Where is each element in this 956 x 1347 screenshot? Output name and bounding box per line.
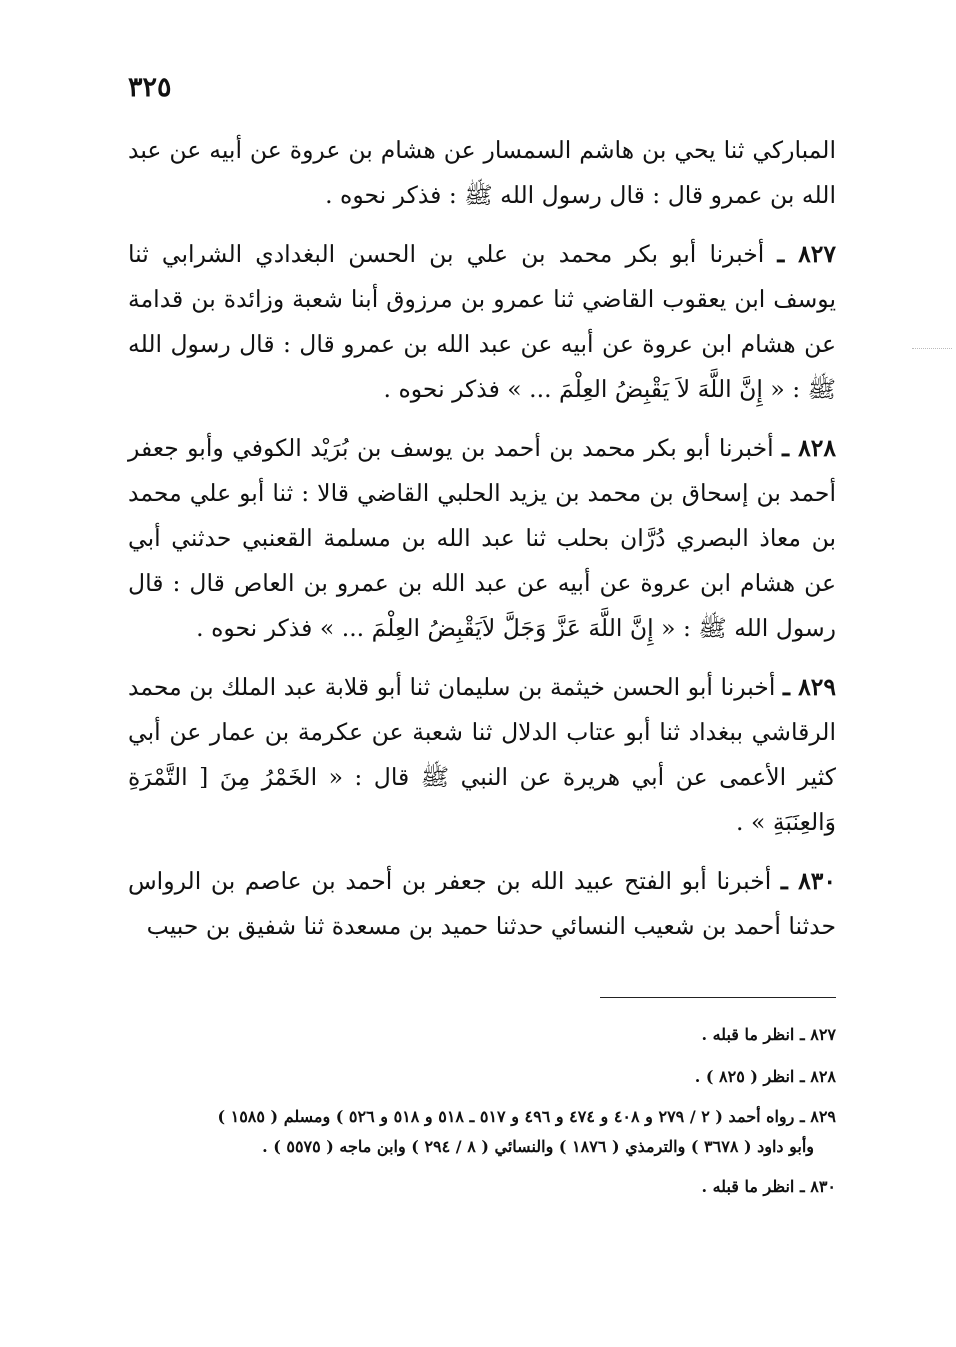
footnote-828 — [128, 1060, 836, 1094]
footnote-827 — [128, 1018, 836, 1052]
footnote-number: ٨٢٩ ـ — [799, 1107, 836, 1126]
paragraph-number: ٨٢٩ ـ — [782, 673, 836, 701]
paragraph-829 — [128, 665, 836, 845]
paragraph-text: أخبرنا أبو الفتح عبيد الله بن جعفر بن أحمد بن عاصم بن الرواس حدثنا أحمد بن شعيب النسائي حدثنا حميد بن مسعدة ثنا شفيق بن حبيب — [128, 867, 836, 940]
paragraph-text: أخبرنا أبو بكر محمد بن أحمد بن يوسف بن بُرَيْد الكوفي وأبو جعفر أحمد بن إسحاق بن محمد بن يزيد الحلبي القاضي قالا : ثنا أبو علي محمد بن معاذ البصري دُرَّان بحلب ثنا عبد الله بن مسلمة القعنبي حدثني أبي عن هشام ابن عروة عن أبيه عن عبد الله بن عمرو بن العاص قال : قال رسول الله ﷺ : « إِنَّ اللَّهَ عَزَّ وَجَلَّ لاَيَقْبِضُ العِلْمَ ... » فذكر نحوه . — [128, 434, 836, 642]
footnote-text: رواه أحمد ( ٢ / ٢٧٩ و ٤٠٨ و ٤٧٤ و ٤٩٦ و ٥١٧ ـ ٥١٨ و ٥١٨ و ٥٢٦ ) ومسلم ( ١٥٨٥ ) — [217, 1107, 795, 1126]
paragraph-text: المباركي ثنا يحي بن هاشم السمسار عن هشام بن عروة عن أبيه عن عبد الله بن عمرو قال : قال رسول الله ﷺ : فذكر نحوه . — [128, 136, 836, 209]
paragraph-830 — [128, 859, 836, 949]
paragraph-number: ٨٣٠ ـ — [780, 867, 836, 895]
scan-edge-mark — [912, 348, 952, 353]
footnote-830 — [128, 1170, 836, 1204]
page-number: ٣٢٥ — [128, 72, 172, 103]
footnote-number: ٨٢٧ ـ — [799, 1025, 836, 1044]
footnote-829 — [128, 1102, 836, 1162]
paragraph-number: ٨٢٨ ـ — [782, 434, 836, 462]
paragraph-text: أخبرنا أبو الحسن خيثمة بن سليمان ثنا أبو قلابة عبد الملك بن محمد الرقاشي ببغداد ثنا أبو عتاب الدلال ثنا شعبة عن عكرمة بن عمار عن أبي كثير الأعمى عن أبي هريرة عن النبي ﷺ قال : « الخَمْرُ مِنَ [ التَّمْرَةِ وَالعِنَبَةِ » . — [128, 673, 836, 836]
footnote-text: انظر ما قبله . — [701, 1177, 795, 1196]
footnote-divider — [600, 997, 836, 998]
paragraph-number: ٨٢٧ ـ — [777, 240, 836, 268]
footnote-continuation: وأبو داود ( ٣٦٧٨ ) والترمذي ( ١٨٧٦ ) والنسائي ( ٨ / ٢٩٤ ) وابن ماجه ( ٥٥٧٥ ) . — [262, 1137, 814, 1156]
paragraph-828 — [128, 426, 836, 651]
paragraph-text: أخبرنا أبو بكر محمد بن علي بن الحسن البغدادي الشرابي ثنا يوسف ابن يعقوب القاضي ثنا عمرو بن مرزوق أبنا شعبة وزائدة بن قدامة عن هشام ابن عروة عن أبيه عن عبد الله بن عمرو قال : قال رسول الله ﷺ : « إِنَّ اللَّهَ لاَ يَقْبِضُ العِلْمَ ... » فذكر نحوه . — [128, 240, 836, 403]
footnote-text: انظر ( ٨٢٥ ) . — [694, 1067, 795, 1086]
paragraph-continuation — [128, 128, 836, 218]
footnote-text: انظر ما قبله . — [701, 1025, 795, 1044]
footnote-number: ٨٣٠ ـ — [799, 1177, 836, 1196]
footnotes — [128, 1018, 836, 1212]
main-text — [128, 128, 836, 963]
paragraph-827 — [128, 232, 836, 412]
footnote-number: ٨٢٨ ـ — [799, 1067, 836, 1086]
